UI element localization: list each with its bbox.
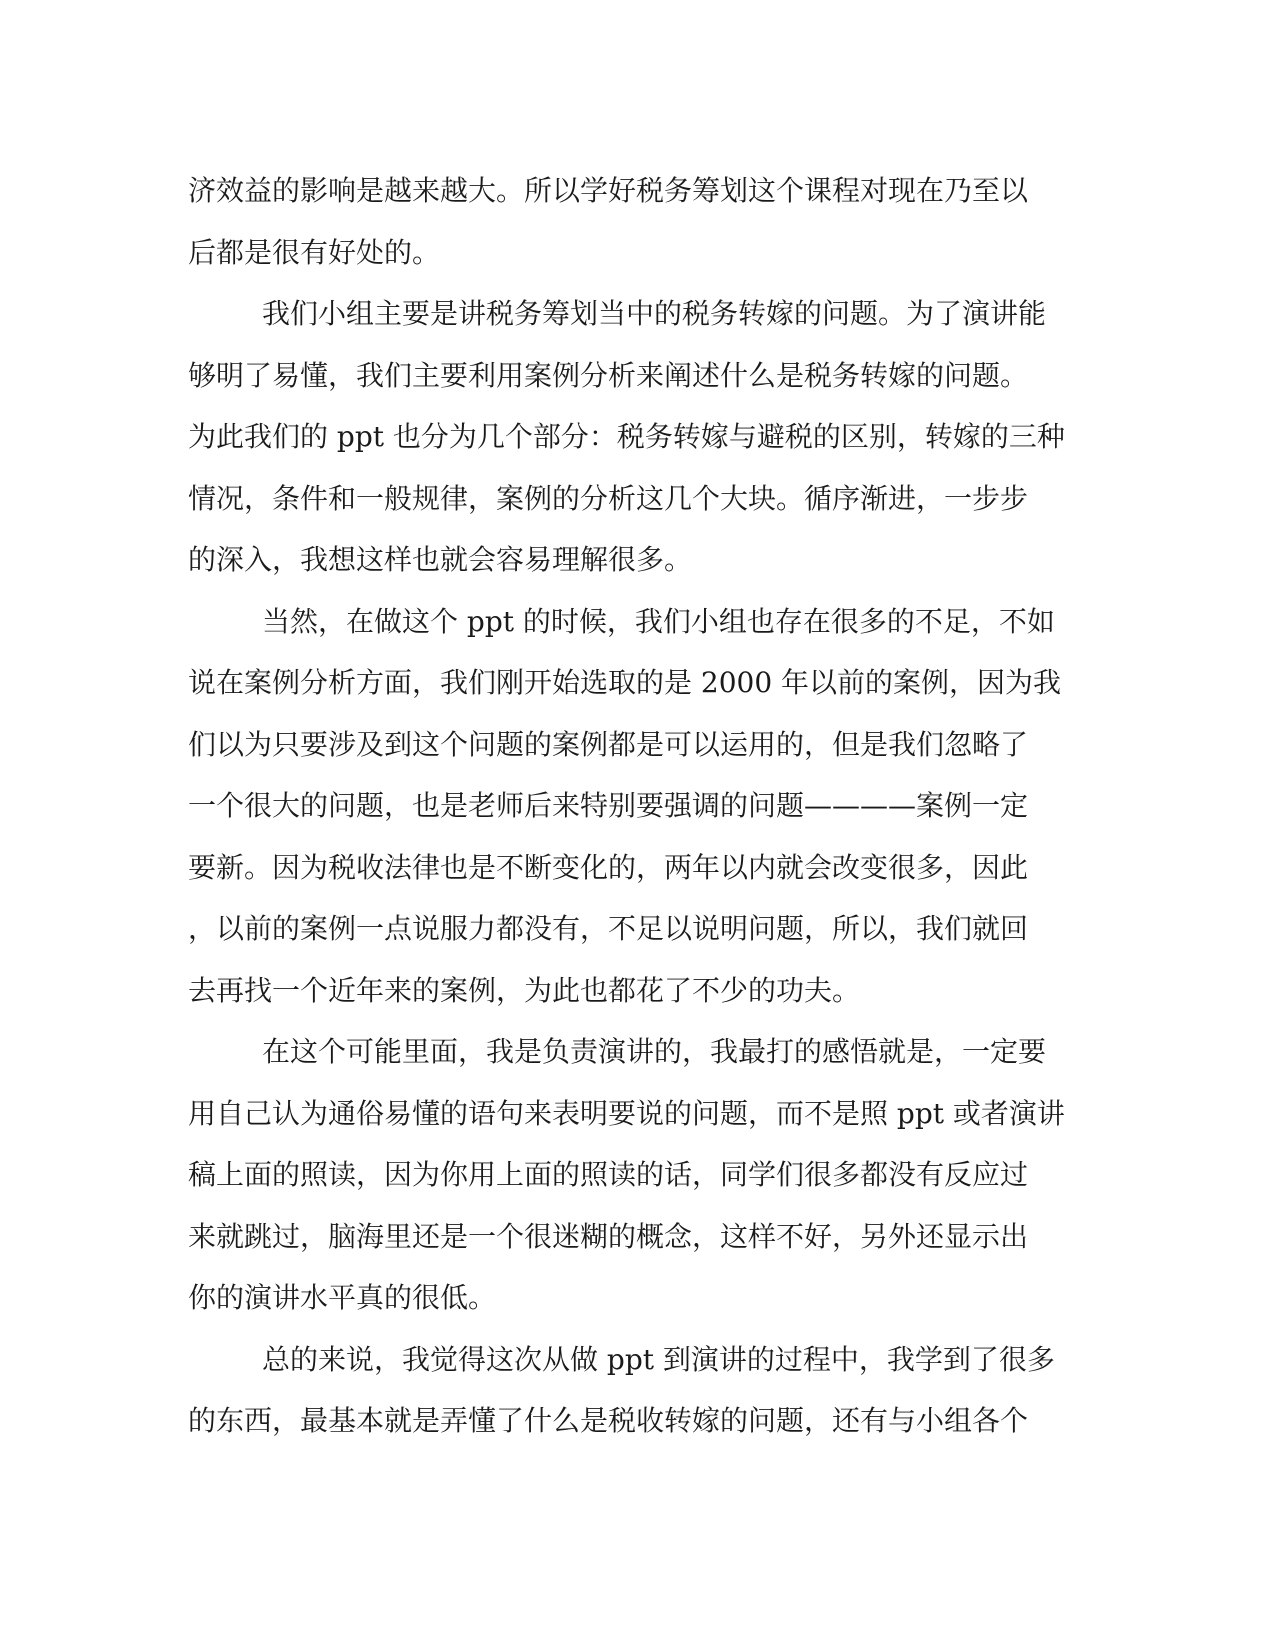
text-line: 济效益的影响是越来越大。所以学好税务筹划这个课程对现在乃至以 [188, 174, 1029, 207]
text-line: 要新。因为税收法律也是不断变化的，两年以内就会改变很多，因此 [188, 850, 1029, 884]
text-line: 用自己认为通俗易懂的语句来表明要说的问题，而不是照 ppt 或者演讲 [188, 1096, 1065, 1130]
paragraph-2 [188, 283, 1088, 591]
text-line: 你的演讲水平真的很低。 [188, 1281, 497, 1314]
text-line: 稿上面的照读，因为你用上面的照读的话，同学们很多都没有反应过 [188, 1158, 1029, 1191]
text-line: 的深入，我想这样也就会容易理解很多。 [188, 543, 693, 576]
text-line: 情况，条件和一般规律，案例的分析这几个大块。循序渐进，一步步 [188, 481, 1029, 515]
document-body [188, 160, 1088, 1452]
text-line: 后都是很有好处的。 [188, 235, 441, 269]
text-line: 说在案例分析方面，我们刚开始选取的是 2000 年以前的案例，因为我 [188, 666, 1062, 699]
paragraph-4 [188, 1021, 1088, 1329]
text-line: 我们小组主要是讲税务筹划当中的税务转嫁的问题。为了演讲能 [262, 297, 1047, 330]
text-line: 当然，在做这个 ppt 的时候，我们小组也存在很多的不足，不如 [262, 604, 1055, 638]
text-line: 在这个可能里面，我是负责演讲的，我最打的感悟就是，一定要 [262, 1035, 1047, 1068]
paragraph-1 [188, 160, 1088, 283]
text-line: 为此我们的 ppt 也分为几个部分：税务转嫁与避税的区别，转嫁的三种 [188, 420, 1065, 453]
text-line: 去再找一个近年来的案例，为此也都花了不少的功夫。 [188, 973, 861, 1007]
text-line: 的东西，最基本就是弄懂了什么是税收转嫁的问题，还有与小组各个 [188, 1404, 1029, 1437]
paragraph-5 [188, 1329, 1088, 1452]
text-line: 总的来说，我觉得这次从做 ppt 到演讲的过程中，我学到了很多 [262, 1342, 1055, 1376]
text-line: ，以前的案例一点说服力都没有，不足以说明问题，所以，我们就回 [188, 912, 1029, 945]
text-line: 够明了易懂，我们主要利用案例分析来阐述什么是税务转嫁的问题。 [188, 358, 1029, 392]
text-line: 来就跳过，脑海里还是一个很迷糊的概念，这样不好，另外还显示出 [188, 1219, 1029, 1253]
paragraph-3 [188, 591, 1088, 1022]
text-line: 一个很大的问题，也是老师后来特别要强调的问题————案例一定 [188, 789, 1029, 822]
text-line: 们以为只要涉及到这个问题的案例都是可以运用的，但是我们忽略了 [188, 727, 1029, 761]
